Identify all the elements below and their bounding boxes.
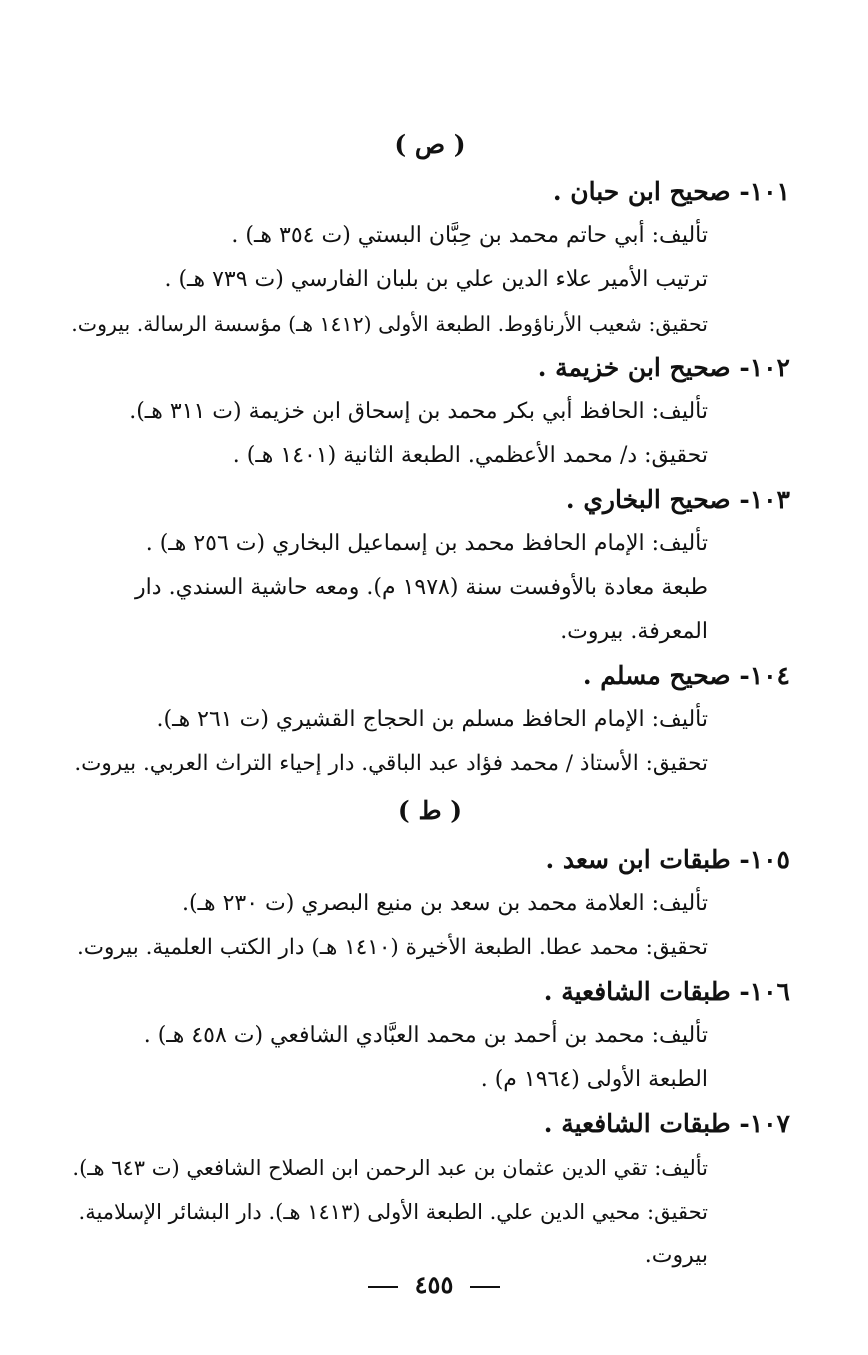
entry-detail-line: تأليف: الحافظ أبي بكر محمد بن إسحاق ابن خزيمة (ت ٣١١ هـ). — [129, 399, 708, 424]
entry-heading — [70, 478, 790, 522]
bibliography-entry — [70, 346, 790, 478]
entry-title: صحيح البخاري . — [565, 485, 731, 514]
entry-heading — [70, 838, 790, 882]
entry-detail-line: طبعة معادة بالأوفست سنة (١٩٧٨ م). ومعه حاشية السندي. دار — [135, 575, 708, 600]
entry-detail-line: تحقيق: محيي الدين علي. الطبعة الأولى (١٤١٣ هـ). دار البشائر الإسلامية. — [78, 1200, 708, 1224]
entry-detail-line: المعرفة. بيروت. — [560, 619, 708, 644]
section-letter: ( ط ) — [397, 796, 463, 825]
entry-detail-line: تأليف: محمد بن أحمد بن محمد العبَّادي الشافعي (ت ٤٥٨ هـ) . — [143, 1023, 708, 1048]
entry-detail-line: تحقيق: د/ محمد الأعظمي. الطبعة الثانية (١٤٠١ هـ) . — [232, 443, 708, 468]
entry-detail-line: الطبعة الأولى (١٩٦٤ م) . — [480, 1067, 708, 1092]
entry-number: ١٠٣- — [739, 485, 790, 514]
bibliography-entry — [70, 838, 790, 970]
entry-detail-line: تأليف: الإمام الحافظ محمد بن إسماعيل البخاري (ت ٢٥٦ هـ) . — [145, 531, 708, 556]
entry-title: صحيح ابن حبان . — [552, 177, 731, 206]
entry-detail-line: ترتيب الأمير علاء الدين علي بن بلبان الفارسي (ت ٧٣٩ هـ) . — [164, 267, 708, 292]
entry-number: ١٠٢- — [739, 353, 790, 382]
entry-title: صحيح ابن خزيمة . — [537, 353, 731, 382]
entry-heading — [70, 1102, 790, 1146]
entry-detail-line: تحقيق: الأستاذ / محمد فؤاد عبد الباقي. دار إحياء التراث العربي. بيروت. — [74, 751, 708, 776]
entry-heading — [70, 346, 790, 390]
page-number: ٤٥٥ — [414, 1270, 454, 1299]
entry-heading — [70, 654, 790, 698]
entry-detail-line: تأليف: تقي الدين عثمان بن عبد الرحمن ابن الصلاح الشافعي (ت ٦٤٣ هـ). — [72, 1156, 708, 1180]
footer-dash-left — [368, 1286, 398, 1288]
entry-detail-line: تأليف: أبي حاتم محمد بن حِبَّان البستي (ت ٣٥٤ هـ) . — [231, 223, 708, 248]
entry-number: ١٠٧- — [739, 1109, 790, 1138]
bibliography-entry — [70, 478, 790, 654]
bibliography-entry — [70, 1102, 790, 1278]
entry-number: ١٠٥- — [739, 845, 790, 874]
footer-dash-right — [470, 1286, 500, 1288]
entry-title: طبقات ابن سعد . — [545, 845, 731, 874]
entry-heading — [70, 970, 790, 1014]
entry-detail-line: تحقيق: شعيب الأرناؤوط. الطبعة الأولى (١٤١٢ هـ) مؤسسة الرسالة. بيروت. — [71, 312, 708, 336]
bibliography-entry — [70, 970, 790, 1102]
entry-title: طبقات الشافعية . — [543, 1109, 731, 1138]
entry-number: ١٠٦- — [739, 977, 790, 1006]
bibliography-entry — [70, 654, 790, 786]
section-letter: ( ص ) — [394, 130, 466, 159]
bibliography-entry — [70, 170, 790, 346]
entry-detail-line: تحقيق: محمد عطا. الطبعة الأخيرة (١٤١٠ هـ) دار الكتب العلمية. بيروت. — [76, 935, 708, 960]
entry-detail-line: بيروت. — [644, 1243, 708, 1268]
entry-detail-line: تأليف: الإمام الحافظ مسلم بن الحجاج القشيري (ت ٢٦١ هـ). — [156, 707, 708, 732]
entry-detail-line: تأليف: العلامة محمد بن سعد بن منيع البصري (ت ٢٣٠ هـ). — [181, 891, 708, 916]
entry-number: ١٠١- — [739, 177, 790, 206]
page-footer — [0, 1270, 868, 1299]
bibliography-page — [70, 128, 790, 1278]
entry-heading — [70, 170, 790, 214]
entry-title: صحيح مسلم . — [582, 661, 731, 690]
entry-title: طبقات الشافعية . — [543, 977, 731, 1006]
entry-number: ١٠٤- — [739, 661, 790, 690]
